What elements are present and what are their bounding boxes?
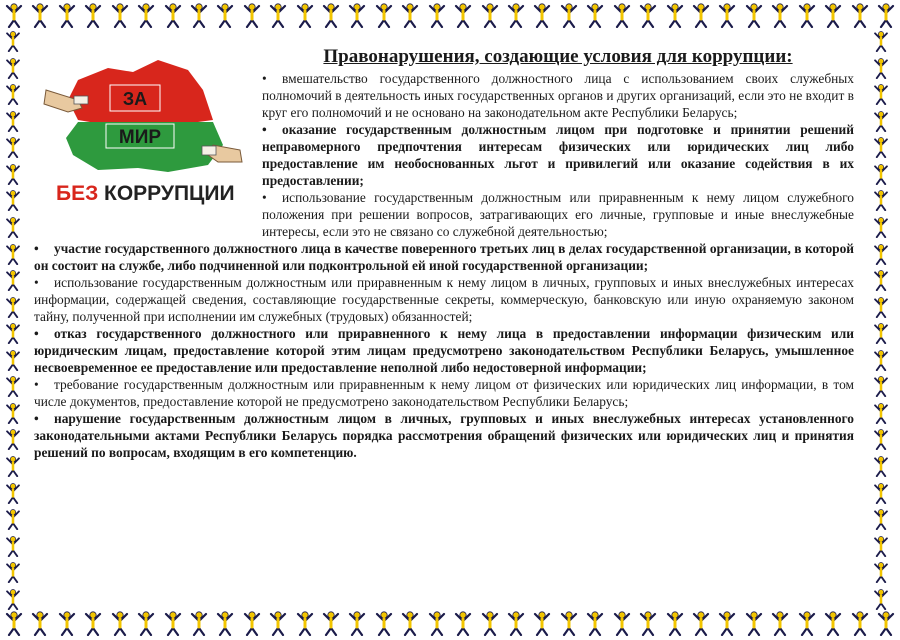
right-brush-icon (202, 146, 216, 155)
cheering-person-icon (2, 349, 24, 371)
cheering-person-icon (2, 243, 24, 265)
cheering-person-icon (136, 610, 156, 636)
cheering-person-icon (2, 136, 24, 158)
cheering-person-icon (665, 2, 685, 28)
cheering-person-icon (870, 588, 892, 610)
cheering-person-icon (268, 610, 288, 636)
cheering-person-icon (532, 610, 552, 636)
cheering-person-icon (2, 455, 24, 477)
cheering-person-icon (57, 610, 77, 636)
document-title: Правонарушения, создающие условия для коррупции: (323, 46, 793, 67)
cheering-person-icon (480, 2, 500, 28)
list-item-text: участие государственного должностного лица в качестве поверенного третьих лиц в делах государственной организации, в которой он состоит на службе, либо подчиненной или подконтрольной ей иной государственной организации; (34, 241, 854, 273)
cheering-person-icon (870, 57, 892, 79)
list-item-text: нарушение государственным должностным лицом в личных, групповых и иных внеслужебных интересах установленного законодательными актами Республики Беларусь порядка рассмотрения обращений физических или юридических лиц и принятия решений по вопросам, входящим в его компетенцию. (34, 411, 854, 460)
cheering-person-icon (295, 610, 315, 636)
cheering-person-icon (268, 2, 288, 28)
cheering-person-icon (2, 189, 24, 211)
cheering-person-icon (870, 269, 892, 291)
logo-text-bez: БЕЗ (56, 182, 99, 205)
cheering-person-icon (638, 2, 658, 28)
cheering-person-icon (870, 508, 892, 530)
cheering-person-icon (870, 375, 892, 397)
cheering-person-icon (770, 2, 790, 28)
list-item (34, 325, 854, 376)
cheering-person-icon (321, 2, 341, 28)
cheering-person-icon (585, 2, 605, 28)
cheering-person-icon (585, 610, 605, 636)
border-top (4, 2, 896, 30)
cheering-person-icon (870, 136, 892, 158)
cheering-person-icon (744, 610, 764, 636)
cheering-person-icon (2, 110, 24, 132)
cheering-person-icon (717, 610, 737, 636)
cheering-person-icon (2, 30, 24, 52)
bullet-icon: • (34, 275, 39, 290)
cheering-person-icon (870, 535, 892, 557)
cheering-person-icon (2, 163, 24, 185)
belarus-map-logo-icon (38, 50, 248, 220)
cheering-person-icon (870, 402, 892, 424)
bullet-icon: • (34, 377, 39, 392)
list-item-text: оказание государственным должностным лицом при подготовке и принятии решений неправомерного предпочтения интересам физических или юридических лиц либо предоставление им необоснованных льгот и привилегий или оказание содействия в их предоставлении; (262, 122, 854, 188)
cheering-person-icon (347, 610, 367, 636)
bullet-icon: • (262, 71, 267, 86)
list-item-text: требование государственным должностным или приравненным к нему лицом от физических или юридических лиц информации, в том числе документов, предоставление которой не предусмотрено законодательством Республики Беларусь; (34, 377, 854, 409)
cheering-person-icon (876, 610, 896, 636)
cheering-person-icon (4, 610, 24, 636)
cheering-person-icon (453, 2, 473, 28)
cheering-person-icon (797, 2, 817, 28)
list-item-text: использование государственным должностным или приравненным к нему лицом в личных, групповых и иных внеслужебных интересах информации, содержащей сведения, составляющие государственные секреты, коммерческую, банковскую или иную охраняемую законом тайну, полученной при исполнении им служебных (трудовых) обязанностей; (34, 275, 854, 324)
cheering-person-icon (57, 2, 77, 28)
cheering-person-icon (2, 216, 24, 238)
cheering-person-icon (850, 2, 870, 28)
cheering-person-icon (400, 2, 420, 28)
bullet-icon: • (34, 241, 39, 256)
cheering-person-icon (612, 2, 632, 28)
list-item-text: вмешательство государственного должностного лица с использованием своих служебных полномочий в деятельность иных государственных органов и других организаций, если это не входит в круг его полномочий и не основано на законодательном акте Республики Беларусь; (262, 71, 854, 120)
anti-corruption-logo (38, 50, 248, 220)
cheering-person-icon (374, 610, 394, 636)
cheering-person-icon (638, 610, 658, 636)
cheering-person-icon (242, 610, 262, 636)
cheering-person-icon (870, 110, 892, 132)
cheering-person-icon (2, 508, 24, 530)
cheering-person-icon (2, 482, 24, 504)
cheering-person-icon (2, 296, 24, 318)
list-item-text: использование государственным должностным или приравненным к нему лицом служебного положения при решении вопросов, затрагивающих его личные, групповые и иные внеслужебные интересы, если это не связано со служебной деятельностью; (262, 190, 854, 239)
cheering-person-icon (870, 322, 892, 344)
cheering-person-icon (870, 349, 892, 371)
list-item-text: отказ государственного должностного или приравненного к нему лица в предоставлении информации физическим или юридическим лицам, предоставление которой этим лицам предусмотрено законодательством Республики Беларусь, умышленное несвоевременное ее предоставление или предоставление неполной либо недостоверной информации; (34, 326, 854, 375)
cheering-person-icon (870, 455, 892, 477)
cheering-person-icon (870, 561, 892, 583)
left-brush-icon (74, 96, 88, 104)
cheering-person-icon (870, 428, 892, 450)
cheering-person-icon (870, 216, 892, 238)
cheering-person-icon (2, 428, 24, 450)
document-content (34, 46, 854, 600)
cheering-person-icon (717, 2, 737, 28)
cheering-person-icon (4, 2, 24, 28)
cheering-person-icon (2, 57, 24, 79)
cheering-person-icon (242, 2, 262, 28)
cheering-person-icon (506, 610, 526, 636)
cheering-person-icon (850, 610, 870, 636)
cheering-person-icon (870, 30, 892, 52)
bullet-icon: • (262, 190, 267, 205)
cheering-person-icon (2, 83, 24, 105)
cheering-person-icon (691, 610, 711, 636)
cheering-person-icon (532, 2, 552, 28)
cheering-person-icon (870, 243, 892, 265)
border-bottom (4, 610, 896, 638)
cheering-person-icon (2, 535, 24, 557)
cheering-person-icon (215, 610, 235, 636)
cheering-person-icon (2, 269, 24, 291)
cheering-person-icon (189, 610, 209, 636)
cheering-person-icon (321, 610, 341, 636)
cheering-person-icon (691, 2, 711, 28)
border-right (870, 30, 898, 610)
cheering-person-icon (427, 2, 447, 28)
cheering-person-icon (163, 610, 183, 636)
cheering-person-icon (136, 2, 156, 28)
cheering-person-icon (427, 610, 447, 636)
cheering-person-icon (30, 610, 50, 636)
cheering-person-icon (2, 375, 24, 397)
list-item (34, 410, 854, 461)
cheering-person-icon (2, 588, 24, 610)
cheering-person-icon (559, 610, 579, 636)
cheering-person-icon (770, 610, 790, 636)
cheering-person-icon (744, 2, 764, 28)
cheering-person-icon (870, 482, 892, 504)
cheering-person-icon (453, 610, 473, 636)
logo-text-korruptsii: КОРРУПЦИИ (104, 182, 235, 205)
cheering-person-icon (83, 610, 103, 636)
cheering-person-icon (30, 2, 50, 28)
list-item (34, 274, 854, 325)
cheering-person-icon (400, 610, 420, 636)
cheering-person-icon (2, 322, 24, 344)
cheering-person-icon (797, 610, 817, 636)
list-item (34, 240, 854, 274)
cheering-person-icon (480, 610, 500, 636)
cheering-person-icon (870, 189, 892, 211)
cheering-person-icon (870, 83, 892, 105)
cheering-person-icon (374, 2, 394, 28)
bullet-icon: • (262, 122, 267, 137)
cheering-person-icon (506, 2, 526, 28)
cheering-person-icon (870, 296, 892, 318)
cheering-person-icon (823, 610, 843, 636)
cheering-person-icon (110, 2, 130, 28)
bullet-icon: • (34, 326, 39, 341)
cheering-person-icon (110, 610, 130, 636)
list-item (34, 376, 854, 410)
border-left (2, 30, 30, 610)
cheering-person-icon (83, 2, 103, 28)
cheering-person-icon (163, 2, 183, 28)
cheering-person-icon (612, 610, 632, 636)
cheering-person-icon (870, 163, 892, 185)
cheering-person-icon (2, 402, 24, 424)
cheering-person-icon (876, 2, 896, 28)
cheering-person-icon (215, 2, 235, 28)
bullet-icon: • (34, 411, 39, 426)
cheering-person-icon (347, 2, 367, 28)
cheering-person-icon (823, 2, 843, 28)
cheering-person-icon (2, 561, 24, 583)
logo-text-mir: МИР (118, 127, 162, 148)
cheering-person-icon (559, 2, 579, 28)
logo-text-za: ЗА (122, 89, 148, 109)
cheering-person-icon (665, 610, 685, 636)
cheering-person-icon (295, 2, 315, 28)
cheering-person-icon (189, 2, 209, 28)
